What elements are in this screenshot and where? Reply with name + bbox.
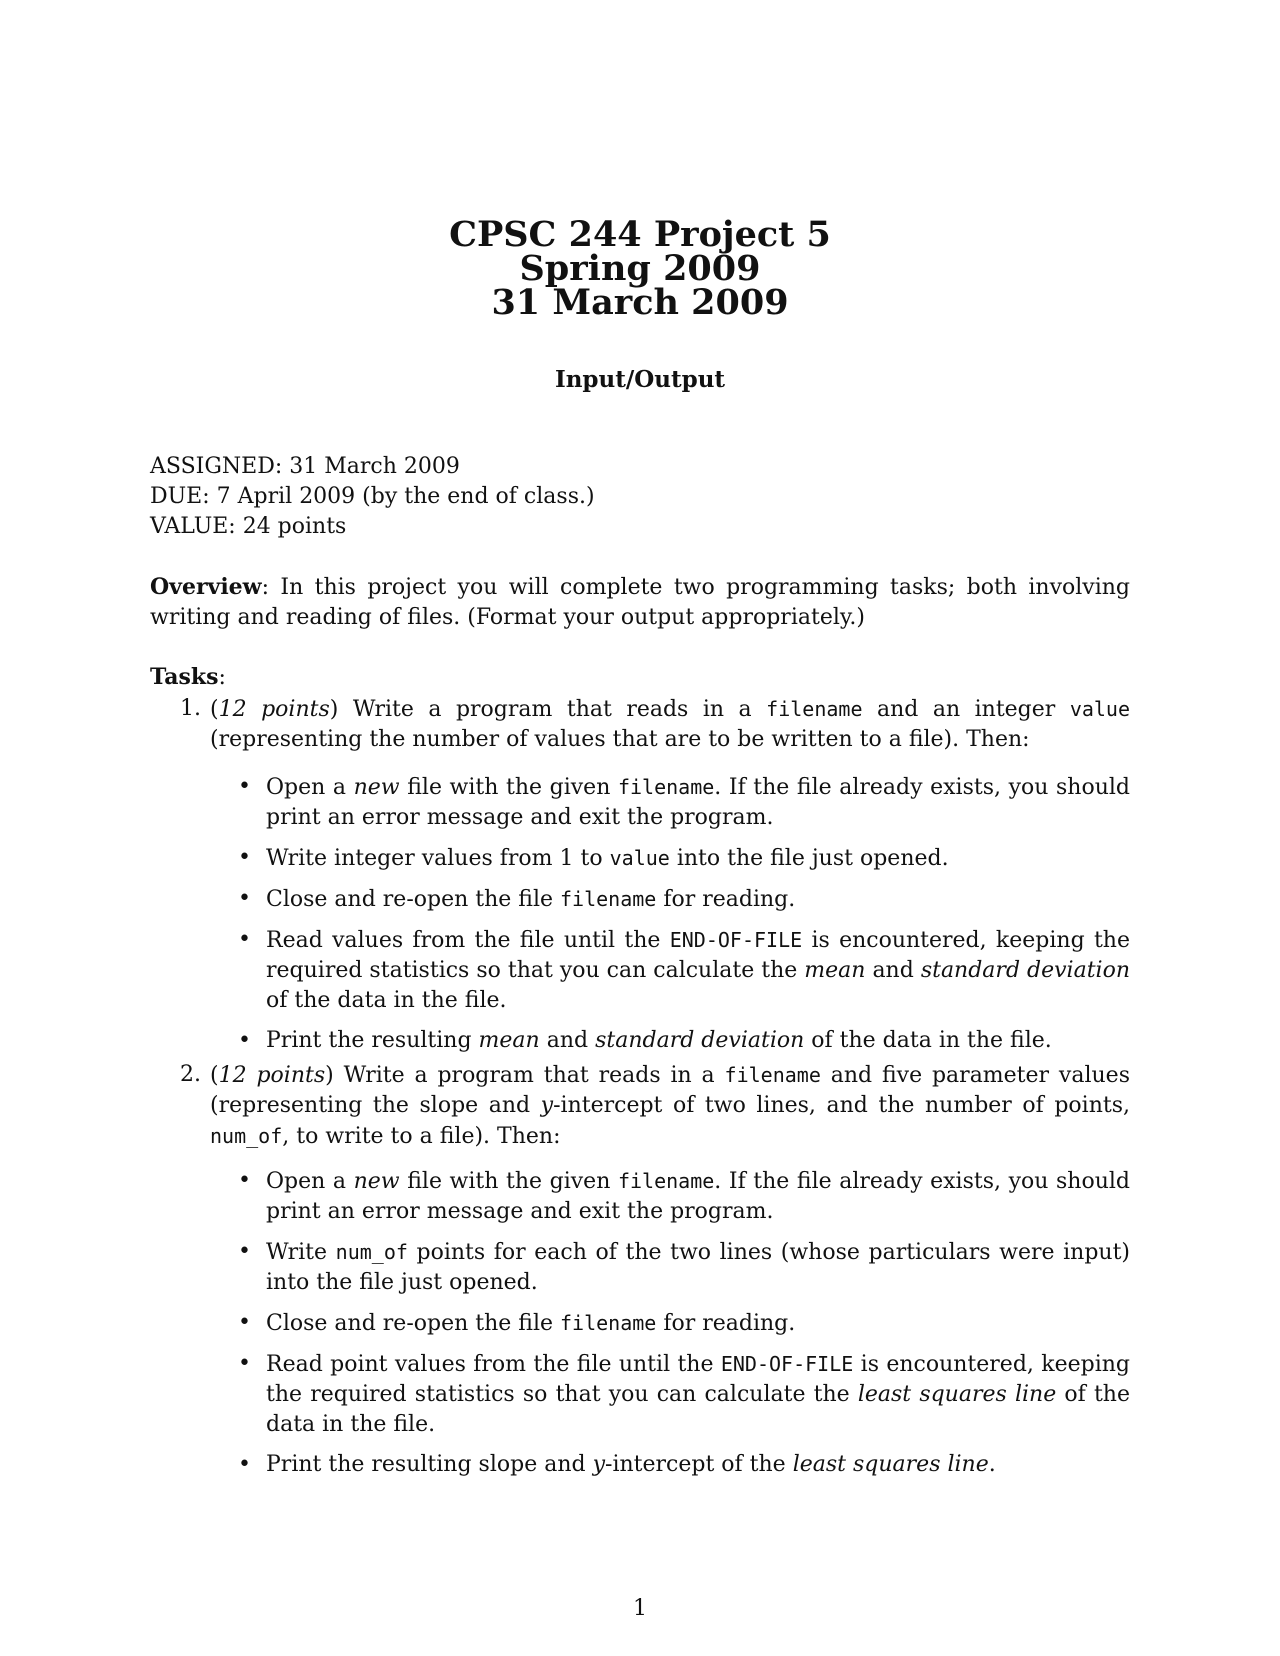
bullet-text: Open a — [266, 775, 347, 800]
list-item — [238, 843, 1130, 874]
bullet-code: num_of — [335, 1240, 408, 1264]
bullet-text: file with the given — [407, 775, 611, 800]
term: Spring 2009 — [519, 248, 761, 289]
list-item — [238, 1237, 1130, 1298]
bullet-text: Close and re-open the file — [266, 1311, 554, 1336]
bullet-code: value — [609, 846, 670, 870]
bullet-text: -intercept of the — [605, 1452, 786, 1477]
bullet-icon: • — [238, 774, 251, 799]
task-1-intro-b: and an integer — [876, 697, 1056, 722]
bullet-emphasis: standard deviation — [595, 1028, 805, 1053]
task-2-points: 12 points — [218, 1063, 326, 1088]
task-1-bullets — [238, 772, 1130, 1066]
list-item — [238, 772, 1130, 833]
bullet-code: filename — [560, 1311, 657, 1335]
bullet-text: for reading. — [663, 887, 796, 912]
bullet-code: filename — [617, 775, 715, 799]
bullet-text: . If the file already exists, you should print an error message and exit the program. — [266, 775, 1131, 830]
task-2-numof-code: num_of — [210, 1124, 283, 1148]
task-1-filename-code: filename — [766, 697, 863, 721]
overview-text: : In this project you will complete two programming tasks; both involving writing and reading of files. (Format your output appropriately.) — [150, 575, 1130, 630]
overview-label: Overview — [150, 574, 262, 600]
bullet-icon: • — [238, 1452, 251, 1477]
bullet-text: Write — [266, 1240, 328, 1265]
task-1-value-code: value — [1069, 697, 1131, 721]
bullet-text: into the file just opened. — [676, 846, 949, 871]
bullet-text: is encountered, keeping the required statistics so that you can calculate the — [266, 928, 1130, 983]
task-2 — [180, 1060, 1130, 1152]
bullet-text: Close and re-open the file — [266, 887, 554, 912]
bullet-icon: • — [238, 927, 251, 952]
bullet-text: points for each of the two lines (whose particulars were input) into the file just opened. — [266, 1240, 1131, 1295]
task-1-intro-c: (representing the number of values that are to be written to a file). Then: — [210, 727, 1030, 752]
bullet-emphasis: mean — [804, 958, 866, 983]
bullet-icon: • — [238, 845, 251, 870]
task-2-intro-b: and five parameter values (representing the slope and — [210, 1063, 1130, 1118]
page-number: 1 — [633, 1596, 647, 1621]
bullet-icon: • — [238, 1028, 251, 1053]
bullet-emphasis: mean — [478, 1028, 540, 1053]
page-title: CPSC 244 Project 5 — [449, 214, 831, 255]
bullet-icon: • — [238, 1168, 251, 1193]
bullet-code: filename — [617, 1169, 715, 1193]
task-2-intro-d: , to write to a file). Then: — [282, 1124, 561, 1149]
meta-block — [150, 452, 1130, 542]
bullet-text: . — [988, 1452, 996, 1477]
task-2-y-var: y — [540, 1093, 554, 1118]
task-1-intro: (12 points) Write a program that reads in a filename and an integer value (representing the number of values that are to be written to a file). Then: — [210, 697, 1131, 752]
bullet-emphasis: new — [353, 1169, 400, 1194]
task-1-points: 12 points — [218, 697, 330, 722]
overview-paragraph — [150, 572, 1130, 633]
bullet-emphasis: standard deviation — [920, 958, 1130, 983]
bullet-code: END-OF-FILE — [669, 928, 803, 952]
title-date: 31 March 2009 — [491, 282, 789, 323]
due-line: DUE: 7 April 2009 (by the end of class.) — [150, 484, 595, 509]
task-2-filename-code: filename — [724, 1063, 821, 1087]
bullet-text: is encountered, keeping the required statistics so that you can calculate the — [266, 1352, 1130, 1407]
tasks-heading — [150, 662, 1130, 693]
tasks-colon: : — [218, 665, 226, 690]
list-item — [238, 884, 1130, 915]
bullet-text: and — [546, 1028, 589, 1053]
bullet-text: Read point values from the file until the — [266, 1352, 714, 1377]
bullet-emphasis: y — [592, 1452, 606, 1477]
bullet-text: and — [872, 958, 914, 983]
task-2-bullets — [238, 1166, 1130, 1490]
list-item — [238, 1166, 1130, 1227]
task-2-intro-a: Write a program that reads in a — [343, 1063, 715, 1088]
task-1 — [180, 694, 1130, 755]
assigned-line: ASSIGNED: 31 March 2009 — [150, 454, 460, 479]
bullet-text: of the data in the file. — [266, 1382, 1130, 1437]
bullet-text: Open a — [266, 1169, 347, 1194]
list-item — [238, 1308, 1130, 1339]
bullet-emphasis: least squares line — [792, 1452, 989, 1477]
task-2-number: 2. — [180, 1062, 201, 1087]
list-item — [238, 1026, 1130, 1056]
bullet-emphasis: least squares line — [857, 1382, 1057, 1407]
bullet-text: . If the file already exists, you should print an error message and exit the program. — [266, 1169, 1131, 1224]
bullet-emphasis: new — [353, 775, 400, 800]
bullet-text: Read values from the file until the — [266, 928, 661, 953]
bullet-text: Print the resulting — [266, 1028, 472, 1053]
bullet-text: of the data in the file. — [811, 1028, 1052, 1053]
bullet-text: of the data in the file. — [266, 988, 507, 1013]
bullet-icon: • — [238, 1239, 251, 1264]
bullet-text: file with the given — [407, 1169, 611, 1194]
list-item — [238, 1450, 1130, 1480]
bullet-icon: • — [238, 1351, 251, 1376]
bullet-icon: • — [238, 1310, 251, 1335]
task-2-intro: (12 points) Write a program that reads in a filename and five parameter values (representing the slope and y-intercept of two lines, and the number of points, num_of, to write to a file). Then: — [210, 1063, 1130, 1149]
bullet-text: Write integer values from 1 to — [266, 846, 603, 871]
bullet-icon: • — [238, 886, 251, 911]
subtitle: Input/Output — [554, 366, 726, 393]
task-2-intro-c: -intercept of two lines, and the number of points, — [553, 1093, 1130, 1118]
task-1-number: 1. — [180, 696, 201, 721]
bullet-code: filename — [560, 887, 657, 911]
title-block — [0, 214, 1280, 323]
list-item — [238, 925, 1130, 1016]
bullet-text: for reading. — [663, 1311, 796, 1336]
tasks-label: Tasks — [150, 664, 219, 690]
bullet-code: END-OF-FILE — [720, 1352, 854, 1376]
task-1-intro-a: Write a program that reads in a — [352, 697, 752, 722]
list-item — [238, 1349, 1130, 1440]
bullet-text: Print the resulting slope and — [266, 1452, 586, 1477]
value-line: VALUE: 24 points — [150, 514, 347, 539]
